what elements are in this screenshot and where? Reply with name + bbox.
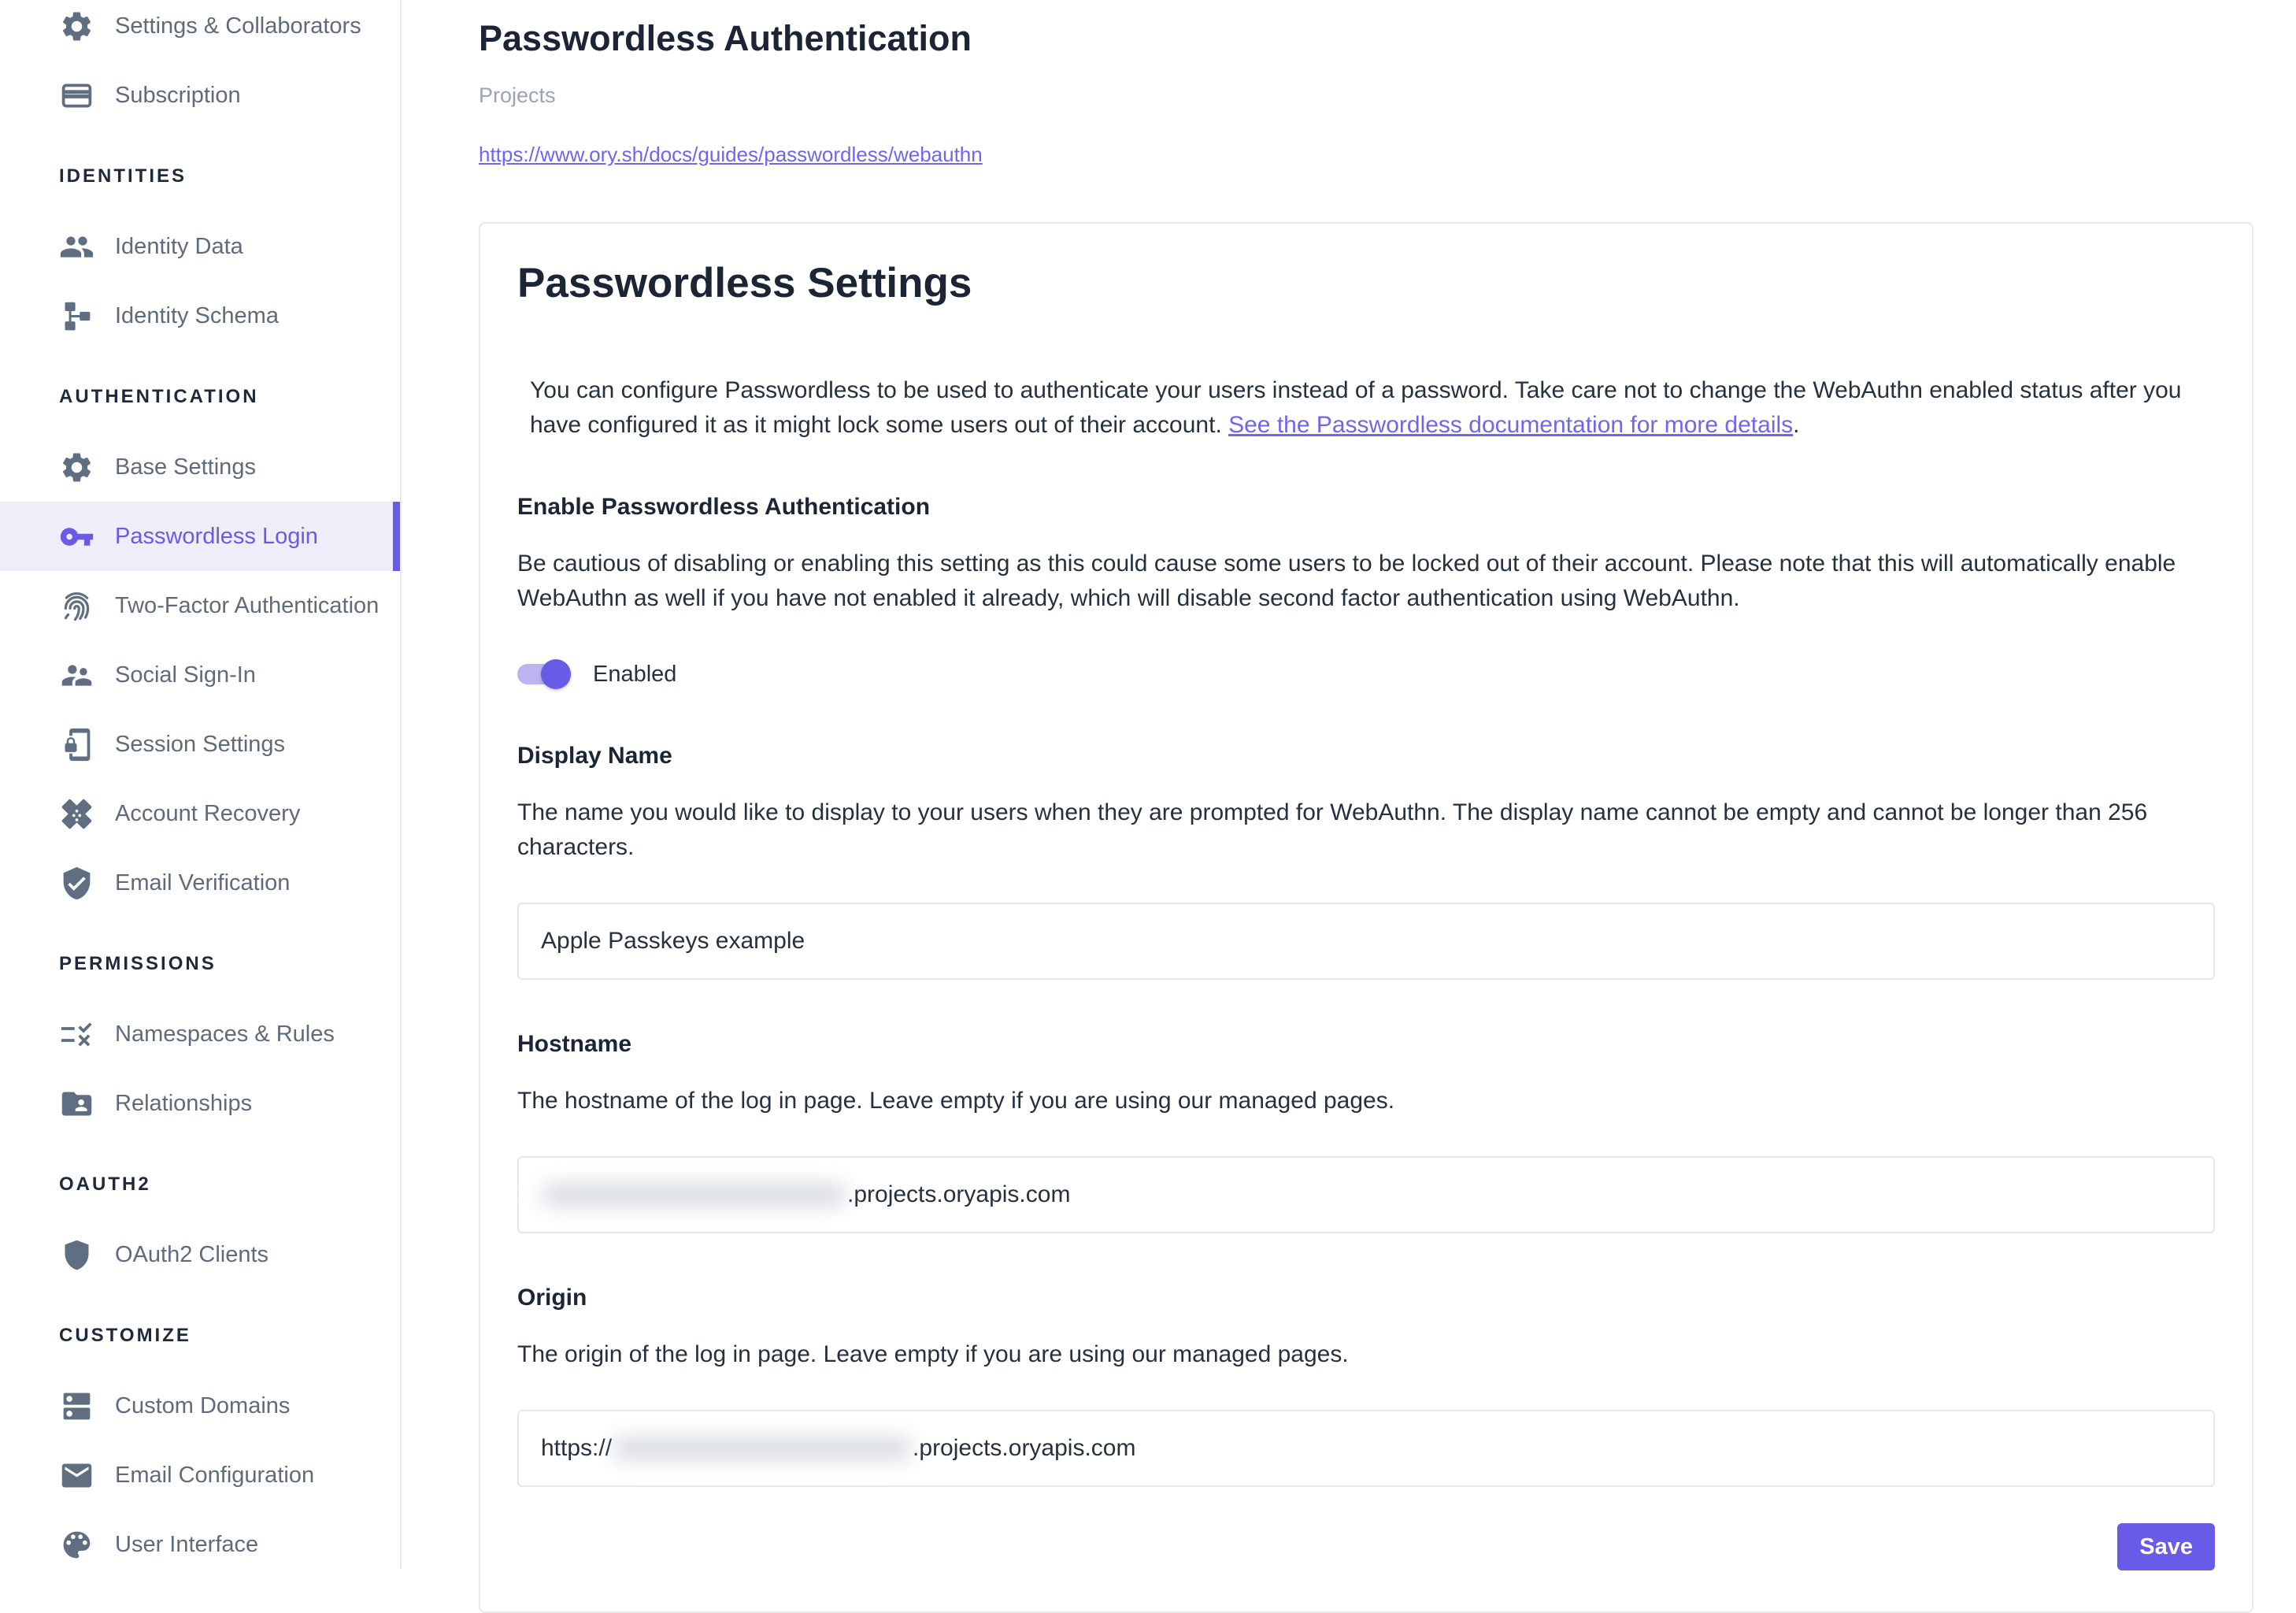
sidebar-item-relationships[interactable] [0, 1069, 400, 1138]
sidebar-item-label: Identity Schema [115, 302, 279, 328]
enable-toggle-row [517, 657, 2215, 692]
sidebar-item-oauth2-clients[interactable] [0, 1220, 400, 1289]
intro-text: You can configure Passwordless to be used to authenticate your users instead of a password. Take care not to change the WebAuthn enabled status after you have configured it as it might lock some users out of their account. [530, 377, 2182, 438]
sidebar-item-base-settings[interactable] [0, 432, 400, 502]
hostname-title: Hostname [517, 1031, 632, 1057]
shield-icon [59, 1237, 94, 1273]
sidebar-section-header-oauth2: OAUTH2 [59, 1174, 151, 1195]
session-lock-icon [59, 727, 94, 762]
toggle-label: Enabled [593, 661, 677, 687]
toggle-knob [541, 659, 571, 689]
sidebar-item-identity-schema[interactable] [0, 281, 400, 350]
sidebar-section-header-permissions: PERMISSIONS [59, 953, 217, 974]
sidebar-item-account-recovery[interactable] [0, 779, 400, 848]
main-content [403, 0, 2296, 1569]
sidebar-item-settings-collaborators[interactable] [0, 0, 400, 61]
sidebar-item-label: User Interface [115, 1531, 259, 1557]
save-row [517, 1523, 2215, 1570]
gear-icon [59, 450, 94, 485]
sidebar-item-label: Two-Factor Authentication [115, 592, 380, 618]
display-name-description: The name you would like to display to your users when they are prompted for WebAuthn. The display name cannot be empty and cannot be longer than 256 characters. [517, 799, 2148, 860]
sidebar-item-label: Relationships [115, 1090, 253, 1116]
sidebar-item-label: Email Verification [115, 870, 291, 895]
card-intro [530, 373, 2199, 443]
sidebar-item-social-sign-in[interactable] [0, 640, 400, 710]
healing-icon [59, 796, 94, 832]
sidebar-item-label: Settings & Collaborators [115, 13, 361, 39]
people-icon [59, 229, 94, 265]
sidebar-item-session-settings[interactable] [0, 710, 400, 779]
card-title: Passwordless Settings [517, 260, 972, 306]
passwordless-enabled-toggle[interactable] [517, 657, 571, 692]
redacted-origin-slug [613, 1437, 911, 1459]
hostname-suffix: .projects.oryapis.com [847, 1181, 1071, 1207]
intro-suffix: . [1793, 412, 1800, 438]
sidebar-item-label: Email Configuration [115, 1462, 315, 1488]
sidebar-item-label: Session Settings [115, 731, 286, 757]
social-icon [59, 658, 94, 693]
passwordless-settings-card [479, 222, 2253, 1613]
sidebar-item-two-factor-authentication[interactable] [0, 571, 400, 640]
sidebar-item-label: Custom Domains [115, 1392, 291, 1418]
sidebar-item-identity-data[interactable] [0, 212, 400, 281]
rule-icon [59, 1017, 94, 1052]
sidebar-item-custom-domains[interactable] [0, 1371, 400, 1441]
sidebar-section-header-customize: CUSTOMIZE [59, 1325, 191, 1346]
palette-icon [59, 1527, 94, 1563]
sidebar-section-header-authentication: AUTHENTICATION [59, 386, 259, 407]
fingerprint-icon [59, 588, 94, 624]
credit-card-icon [59, 78, 94, 113]
hostname-input[interactable] [517, 1156, 2215, 1233]
sidebar-item-label: Identity Data [115, 233, 243, 259]
sidebar-item-label: OAuth2 Clients [115, 1241, 269, 1267]
enable-section-description: Be cautious of disabling or enabling this setting as this could cause some users to be locked out of their account. Please note that this will automatically enable WebAuthn as well if you have not enabled it already, which will disable second factor authentication using WebAuthn. [517, 551, 2176, 611]
sidebar-item-namespaces-rules[interactable] [0, 999, 400, 1069]
key-icon [59, 519, 94, 554]
sidebar-item-user-interface[interactable] [0, 1510, 400, 1569]
sidebar-item-subscription[interactable] [0, 61, 400, 130]
sidebar-item-label: Passwordless Login [115, 523, 318, 549]
origin-suffix: .projects.oryapis.com [913, 1435, 1136, 1461]
shield-check-icon [59, 866, 94, 901]
webauthn-docs-link[interactable]: https://www.ory.sh/docs/guides/passwordless/webauthn [479, 143, 983, 166]
sidebar-item-label: Account Recovery [115, 800, 301, 826]
sidebar-item-label: Social Sign-In [115, 662, 256, 688]
sidebar-item-label: Base Settings [115, 454, 256, 480]
origin-input[interactable] [517, 1410, 2215, 1487]
display-name-input[interactable] [517, 903, 2215, 980]
passwordless-docs-inline-link[interactable]: See the Passwordless documentation for more details [1228, 412, 1794, 438]
page-title: Passwordless Authentication [479, 18, 972, 58]
breadcrumb[interactable]: Projects [479, 83, 556, 107]
gear-icon [59, 9, 94, 44]
enable-section-title: Enable Passwordless Authentication [517, 494, 931, 520]
sidebar-item-email-configuration[interactable] [0, 1441, 400, 1510]
dns-icon [59, 1389, 94, 1424]
origin-title: Origin [517, 1285, 587, 1311]
origin-prefix: https:// [541, 1435, 613, 1461]
save-button[interactable]: Save [2117, 1523, 2215, 1570]
hostname-description: The hostname of the log in page. Leave empty if you are using our managed pages. [517, 1088, 1395, 1114]
mail-icon [59, 1458, 94, 1493]
sidebar-item-email-verification[interactable] [0, 848, 400, 918]
sidebar-item-label: Subscription [115, 82, 241, 108]
sidebar-section-header-identities: IDENTITIES [59, 165, 187, 187]
sidebar [0, 0, 402, 1569]
sidebar-item-passwordless-login[interactable] [0, 502, 400, 571]
origin-description: The origin of the log in page. Leave empty if you are using our managed pages. [517, 1341, 1349, 1367]
schema-icon [59, 298, 94, 334]
folder-user-icon [59, 1086, 94, 1122]
redacted-hostname-slug [543, 1184, 846, 1206]
display-name-title: Display Name [517, 743, 672, 769]
sidebar-item-label: Namespaces & Rules [115, 1021, 335, 1047]
